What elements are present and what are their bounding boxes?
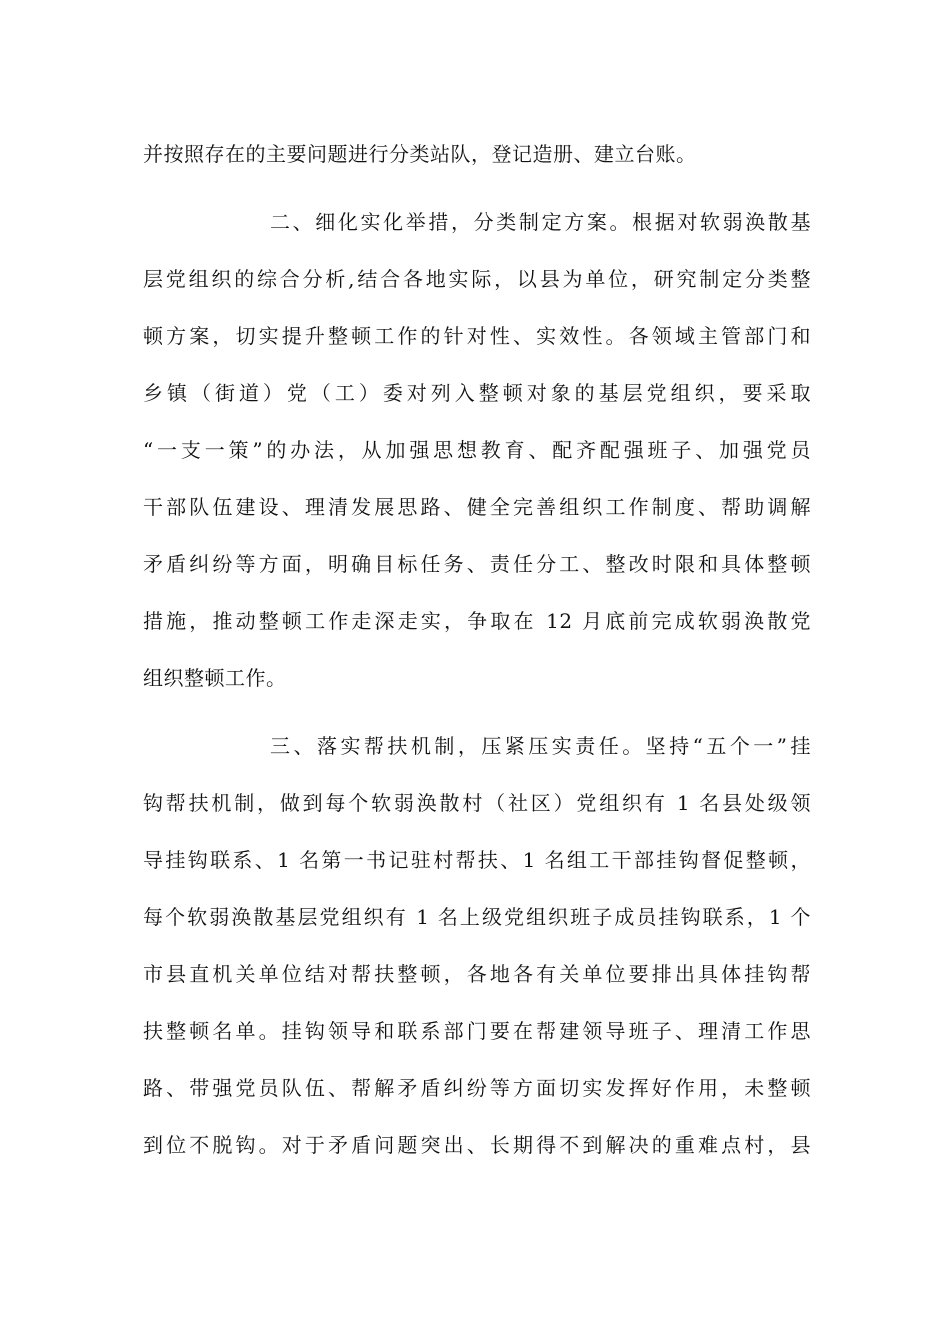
text-line: 层党组织的综合分析,结合各地实际，以县为单位，研究制定分类整: [143, 267, 811, 291]
text-line: 乡镇（街道）党（工）委对列入整顿对象的基层党组织，要采取: [143, 381, 811, 405]
text-line: 组织整顿工作。: [143, 666, 287, 690]
section-heading-line: 二、细化实化举措，分类制定方案。根据对软弱涣散基: [270, 210, 811, 234]
text-line: 导挂钩联系、1 名第一书记驻村帮扶、1 名组工干部挂钩督促整顿，: [143, 848, 811, 872]
text-line: 矛盾纠纷等方面，明确目标任务、责任分工、整改时限和具体整顿: [143, 552, 811, 576]
text-line: 措施，推动整顿工作走深走实，争取在 12 月底前完成软弱涣散党: [143, 609, 811, 633]
text-line: 干部队伍建设、理清发展思路、健全完善组织工作制度、帮助调解: [143, 495, 811, 519]
text-line: “一支一策”的办法，从加强思想教育、配齐配强班子、加强党员: [143, 438, 811, 462]
text-line: 每个软弱涣散基层党组织有 1 名上级党组织班子成员挂钩联系，1 个: [143, 905, 811, 929]
text-line: 并按照存在的主要问题进行分类站队，登记造册、建立台账。: [143, 142, 697, 166]
text-line: 到位不脱钩。对于矛盾问题突出、长期得不到解决的重难点村，县: [143, 1133, 811, 1157]
text-line: 钩帮扶机制，做到每个软弱涣散村（社区）党组织有 1 名县处级领: [143, 791, 811, 815]
section-heading-line: 三、落实帮扶机制，压紧压实责任。坚持“五个一”挂: [270, 734, 811, 758]
text-line: 市县直机关单位结对帮扶整顿，各地各有关单位要排出具体挂钩帮: [143, 962, 811, 986]
text-line: 顿方案，切实提升整顿工作的针对性、实效性。各领域主管部门和: [143, 324, 811, 348]
text-line: 扶整顿名单。挂钩领导和联系部门要在帮建领导班子、理清工作思: [143, 1019, 811, 1043]
text-line: 路、带强党员队伍、帮解矛盾纠纷等方面切实发挥好作用，未整顿: [143, 1076, 811, 1100]
